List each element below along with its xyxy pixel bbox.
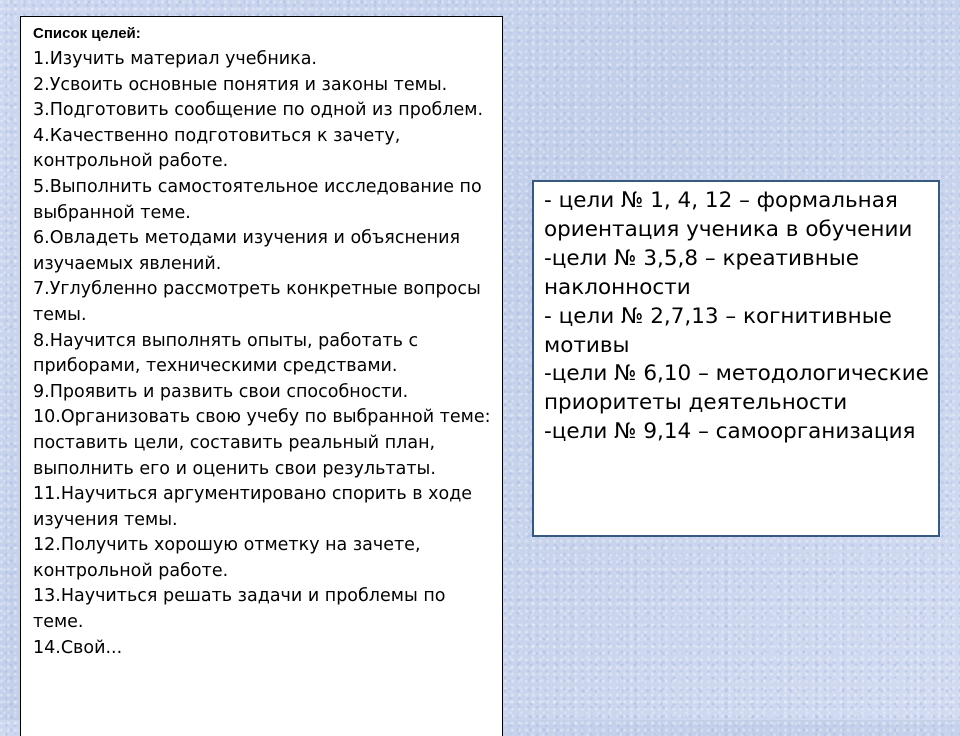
goal-item-11: 11.Научиться аргументировано спорить в ходе изучения темы.	[33, 484, 473, 530]
goal-item-6: 6.Овладеть методами изучения и объяснения изучаемых явлений.	[33, 228, 461, 274]
goals-list-panel	[20, 16, 503, 736]
goal-item-12: 12.Получить хорошую отметку на зачете, контрольной работе.	[33, 535, 421, 581]
classification-list	[544, 187, 930, 447]
goal-item-10: 10.Организовать свою учебу по выбранной теме: поставить цели, составить реальный план, выполнить его и оценить свои результаты.	[33, 407, 491, 479]
goal-item-8: 8.Научится выполнять опыты, работать с приборами, техническими средствами.	[33, 330, 419, 377]
goal-item-7: 7.Углубленно рассмотреть конкретные вопросы темы.	[33, 279, 481, 325]
goal-item-5: 5.Выполнить самостоятельное исследование по выбранной теме.	[33, 176, 482, 223]
goals-classification-panel	[532, 180, 940, 537]
goal-item-13: 13.Научиться решать задачи и проблемы по теме.	[33, 586, 446, 633]
classification-item-creative: -цели № 3,5,8 – креативные наклонности	[544, 245, 859, 300]
goal-item-4: 4.Качественно подготовиться к зачету, контрольной работе.	[33, 125, 401, 172]
classification-item-methodological: -цели № 6,10 – методологические приоритеты деятельности	[544, 361, 929, 416]
goal-item-9: 9.Проявить и развить свои способности.	[33, 381, 409, 402]
goal-item-3: 3.Подготовить сообщение по одной из проблем.	[33, 100, 484, 121]
classification-item-cognitive: - цели № 2,7,13 – когнитивные мотивы	[544, 303, 892, 358]
goals-list	[33, 47, 492, 661]
goal-item-14: 14.Свой...	[33, 637, 123, 658]
classification-item-self-organization: -цели № 9,14 – самоорганизация	[544, 419, 916, 445]
classification-item-formal: - цели № 1, 4, 12 – формальная ориентация ученика в обучении	[544, 188, 913, 242]
goals-title: Список целей:	[33, 25, 141, 42]
goal-item-2: 2.Усвоить основные понятия и законы темы.	[33, 74, 448, 95]
goal-item-1: 1.Изучить материал учебника.	[33, 49, 317, 69]
